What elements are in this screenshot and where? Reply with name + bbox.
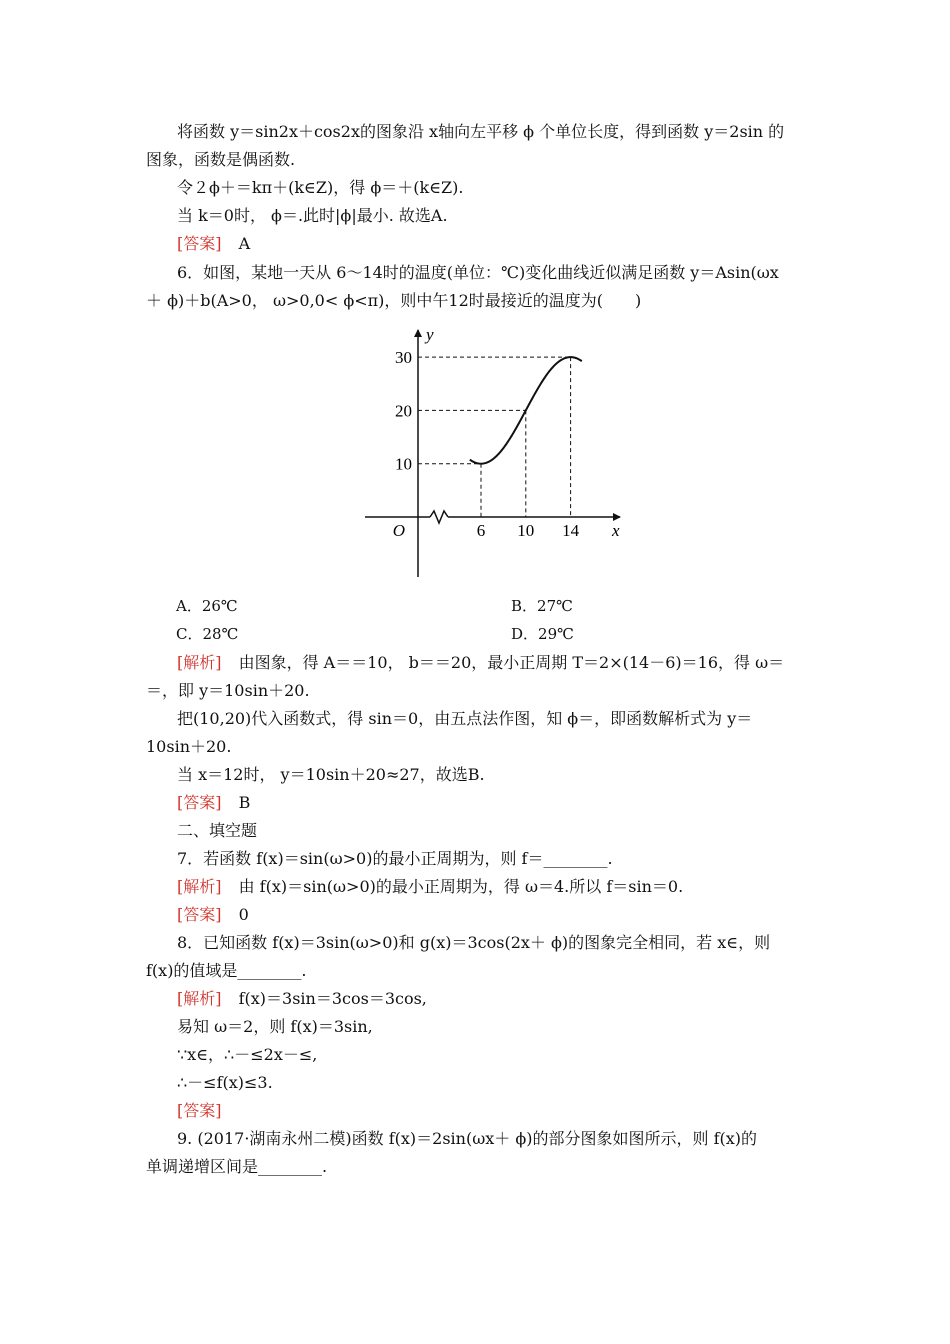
y-tick-label: 20 [395, 401, 412, 421]
solution-line [177, 652, 784, 674]
solution-line: ∵x∈，∴－≤2x－≤, [177, 1045, 318, 1064]
solution-tag: [解析] [177, 653, 222, 672]
solution-line: ∴－≤f(x)≤3. [177, 1073, 273, 1092]
solution-text: 由 f(x)＝sin(ω>0)的最小正周期为，得 ω＝4.所以 f＝sin＝0. [238, 877, 684, 896]
option-d: D．29℃ [511, 625, 574, 643]
answer-tag: [答案] [177, 1101, 222, 1120]
solution-line: 10sin＋20. [146, 737, 232, 756]
solution-line: 易知 ω＝2，则 f(x)＝3sin, [177, 1017, 373, 1036]
text-line: 图象，函数是偶函数. [146, 150, 296, 169]
y-tick-label: 10 [395, 454, 412, 474]
text-line: 令２ϕ＋＝kπ＋(k∈Z)，得 ϕ＝＋(k∈Z). [177, 178, 464, 197]
question-8-line: f(x)的值域是________. [146, 961, 307, 980]
answer-line [177, 792, 250, 814]
text-line: 将函数 y＝sin2x＋cos2x的图象沿 x轴向左平移 ϕ 个单位长度，得到函数 y＝2sin 的 [177, 122, 785, 141]
solution-tag: [解析] [177, 989, 222, 1008]
y-tick-label: 30 [395, 348, 412, 368]
question-6-line: ＋ ϕ)＋b(A>0， ω>0,0< ϕ<π)，则中午12时最接近的温度为( ) [146, 291, 642, 310]
question-8-line: 8．已知函数 f(x)＝3sin(ω>0)和 g(x)＝3cos(2x＋ ϕ)的图象完全相同，若 x∈，则 [177, 933, 771, 952]
answer-line [177, 1100, 222, 1122]
answer-tag: [答案] [177, 234, 222, 253]
answer-line [177, 233, 250, 255]
answer-tag: [答案] [177, 905, 222, 924]
solution-text: 由图象，得 A＝＝10， b＝＝20，最小正周期 T＝2×(14－6)＝16，得 ω＝ [238, 653, 785, 672]
text-line: 当 k＝0时， ϕ＝.此时|ϕ|最小. 故选A. [177, 206, 448, 225]
solution-line [177, 988, 427, 1010]
x-tick-label: 10 [517, 521, 535, 540]
answer-line [177, 904, 249, 926]
x-tick-label: 6 [476, 521, 486, 540]
answer-tag: [答案] [177, 793, 222, 812]
solution-line: 当 x＝12时， y＝10sin＋20≈27，故选B. [177, 765, 485, 784]
solution-line: ＝，即 y＝10sin＋20. [146, 681, 310, 700]
option-a: A．26℃ [176, 597, 238, 615]
question-9-line: 9. (2017·湖南永州二模)函数 f(x)＝2sin(ωx＋ ϕ)的部分图象如图所示，则 f(x)的 [177, 1129, 758, 1148]
x-tick-label: 14 [562, 521, 580, 540]
solution-line [177, 876, 683, 898]
section-title: 二、填空题 [177, 821, 258, 840]
question-7-line: 7．若函数 f(x)＝sin(ω>0)的最小正周期为，则 f＝________. [177, 849, 613, 868]
option-b: B．27℃ [511, 597, 573, 615]
origin-label: O [392, 521, 405, 540]
solution-line: 把(10,20)代入函数式，得 sin＝0，由五点法作图，知 ϕ＝，即函数解析式为 y＝ [177, 709, 753, 728]
x-axis-label: x [612, 521, 620, 540]
axis-break [430, 511, 448, 523]
question-9-line: 单调递增区间是________. [146, 1157, 328, 1176]
solution-tag: [解析] [177, 877, 222, 896]
answer-value: 0 [238, 905, 249, 924]
question-6-line: 6．如图，某地一天从 6～14时的温度(单位：℃)变化曲线近似满足函数 y＝Asin(ωx [177, 263, 779, 282]
answer-value: B [238, 793, 251, 812]
option-c: C．28℃ [176, 625, 239, 643]
solution-text: f(x)＝3sin＝3cos＝3cos, [238, 989, 427, 1008]
answer-value: A [238, 234, 251, 253]
y-axis-label: y [426, 325, 434, 344]
temperature-chart [355, 322, 635, 584]
